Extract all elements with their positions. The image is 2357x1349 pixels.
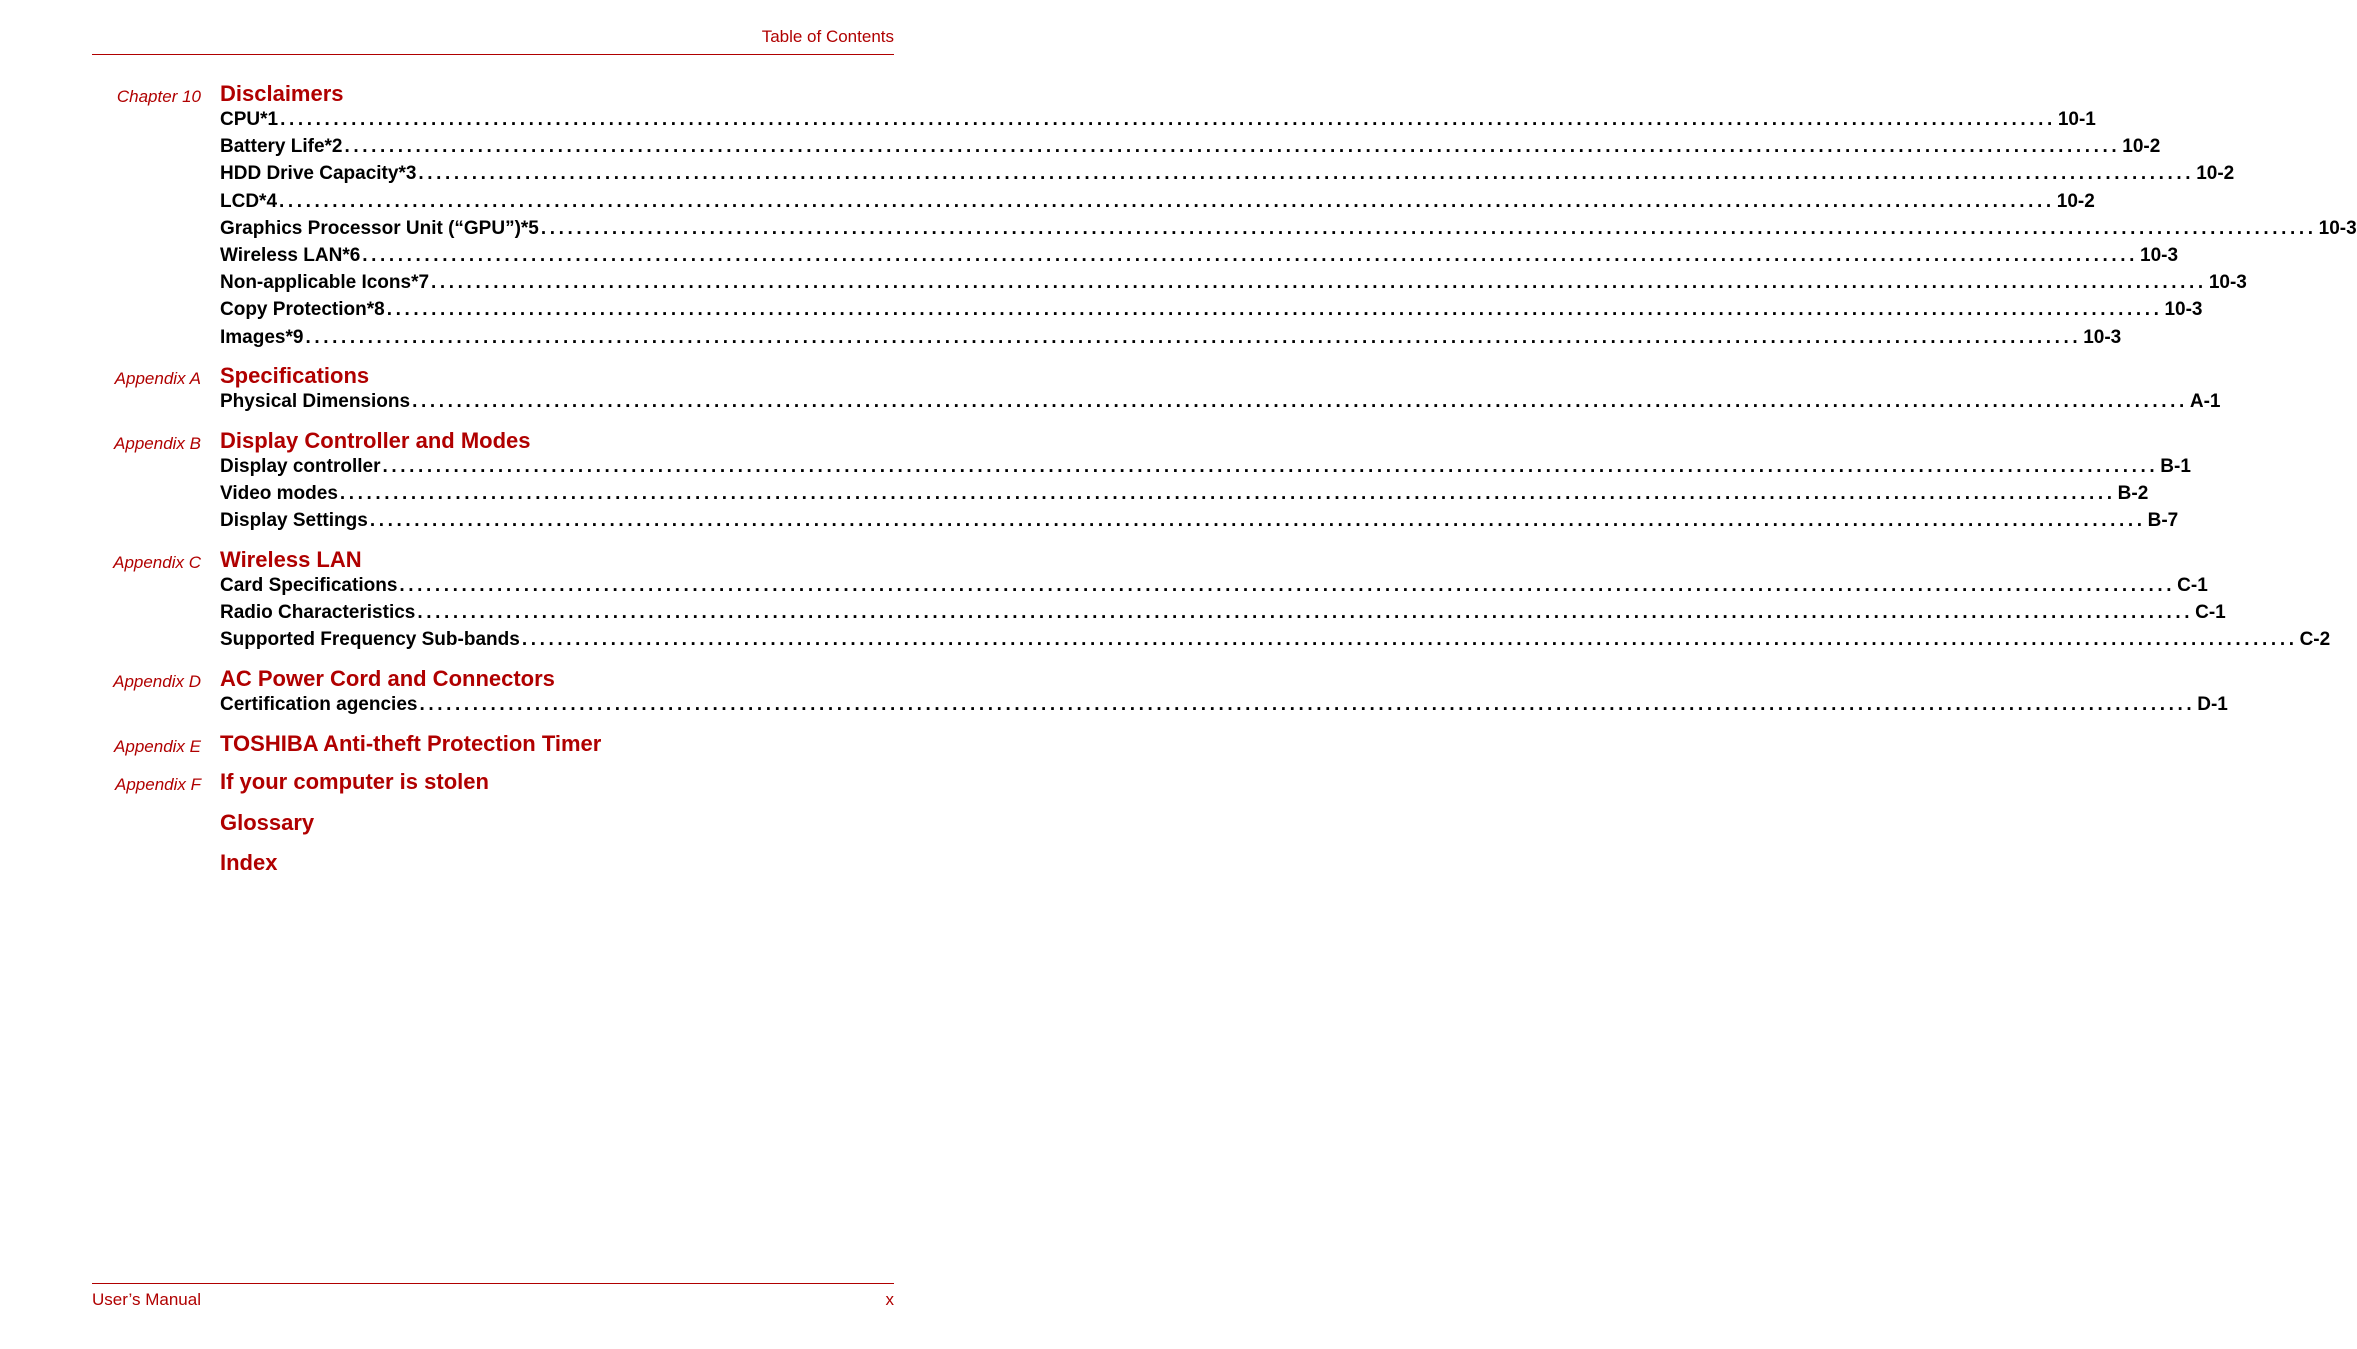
- leader-dots: ........................................................................................................................................................................................................: [417, 602, 2194, 624]
- section-heading-link[interactable]: Glossary: [220, 810, 315, 835]
- leader-dots: ........................................................................................................................................................................................................: [386, 299, 2163, 321]
- entry-page: 10-3: [2318, 217, 2357, 239]
- toc-entry[interactable]: [220, 109, 2096, 136]
- entry-title: Certification agencies: [220, 694, 418, 715]
- leader-dots: ........................................................................................................................................................................................................: [419, 694, 2196, 715]
- section-heading-link[interactable]: Wireless LAN: [220, 547, 362, 572]
- footer-manual-title: User’s Manual: [92, 1290, 201, 1309]
- toc-entry[interactable]: [220, 575, 2208, 602]
- leader-dots: ........................................................................................................................................................................................................: [280, 109, 2056, 130]
- toc-entry[interactable]: [220, 326, 2122, 354]
- entry-page: B-7: [2147, 510, 2179, 532]
- entry-page: 10-3: [2208, 272, 2247, 294]
- toc-entry[interactable]: [220, 217, 2357, 245]
- leader-dots: ........................................................................................................................................................................................................: [540, 217, 2317, 239]
- toc-entry[interactable]: [220, 629, 2331, 656]
- footer-rule: [92, 1283, 894, 1284]
- toc-entry[interactable]: [220, 163, 2235, 190]
- section-heading-link[interactable]: Display Controller and Modes: [220, 428, 531, 453]
- toc-entry[interactable]: [220, 136, 2161, 163]
- leader-dots: ........................................................................................................................................................................................................: [418, 163, 2195, 185]
- entry-page: 10-3: [2164, 299, 2203, 321]
- toc-entry[interactable]: [220, 456, 2191, 483]
- toc-entry[interactable]: [220, 483, 2149, 510]
- entry-page: 10-2: [2196, 163, 2235, 185]
- section-label: Chapter 10: [116, 87, 201, 106]
- section-heading-link[interactable]: Disclaimers: [220, 81, 344, 106]
- entry-page: 10-3: [2140, 244, 2179, 266]
- section-label: Appendix E: [114, 737, 201, 756]
- section-label: Appendix C: [113, 553, 201, 572]
- entry-title: Non-applicable Icons*7: [220, 272, 430, 294]
- entry-title: Copy Protection*8: [220, 299, 385, 321]
- section-label: Appendix B: [114, 434, 201, 453]
- leader-dots: ........................................................................................................................................................................................................: [431, 272, 2207, 294]
- entry-page: B-1: [2160, 456, 2191, 477]
- entry-page: C-1: [2177, 575, 2208, 596]
- toc-entry[interactable]: [220, 299, 2203, 326]
- entry-page: C-2: [2299, 629, 2331, 651]
- entry-title: Battery Life*2: [220, 136, 343, 158]
- section-label: Appendix A: [114, 369, 201, 388]
- entry-title: Video modes: [220, 483, 338, 505]
- entry-page: 10-1: [2057, 109, 2096, 130]
- entry-page: A-1: [2189, 391, 2221, 412]
- section-label: Appendix F: [115, 775, 201, 794]
- section-heading-link[interactable]: Specifications: [220, 363, 370, 388]
- entry-title: CPU*1: [220, 109, 279, 130]
- section-label: Appendix D: [113, 672, 201, 691]
- toc-entry[interactable]: [220, 510, 2179, 537]
- entry-title: Card Specifications: [220, 575, 398, 596]
- section-heading-link[interactable]: If your computer is stolen: [220, 769, 489, 794]
- entry-title: Images*9: [220, 326, 304, 348]
- leader-dots: ........................................................................................................................................................................................................: [369, 510, 2146, 532]
- toc-entry[interactable]: [220, 190, 2095, 218]
- header-title: Table of Contents: [761, 27, 894, 46]
- entry-page: B-2: [2117, 483, 2149, 505]
- section-heading-link[interactable]: Index: [220, 850, 278, 875]
- entry-page: 10-2: [2122, 136, 2161, 158]
- section-heading-link[interactable]: TOSHIBA Anti-theft Protection Timer: [220, 731, 602, 756]
- entry-title: Radio Characteristics: [220, 602, 416, 624]
- toc-entry[interactable]: [220, 391, 2221, 418]
- entry-title: HDD Drive Capacity*3: [220, 163, 417, 185]
- toc-entry[interactable]: [220, 244, 2179, 272]
- leader-dots: ........................................................................................................................................................................................................: [521, 629, 2298, 651]
- entry-page: 10-2: [2056, 190, 2095, 212]
- toc-entry[interactable]: [220, 272, 2247, 299]
- leader-dots: ........................................................................................................................................................................................................: [344, 136, 2121, 158]
- entry-title: Supported Frequency Sub-bands: [220, 629, 520, 651]
- entry-title: Display controller: [220, 456, 381, 477]
- entry-title: Graphics Processor Unit (“GPU”)*5: [220, 217, 539, 239]
- footer-page-number: x: [885, 1290, 894, 1309]
- entry-title: LCD*4: [220, 190, 278, 212]
- entry-page: 10-3: [2083, 326, 2122, 348]
- entry-title: Wireless LAN*6: [220, 244, 361, 266]
- entry-title: Physical Dimensions: [220, 391, 411, 412]
- entry-page: C-1: [2195, 602, 2226, 624]
- toc-entry[interactable]: [220, 694, 2228, 721]
- section-heading-link[interactable]: AC Power Cord and Connectors: [220, 666, 555, 691]
- header-rule: [92, 54, 894, 55]
- leader-dots: ........................................................................................................................................................................................................: [339, 483, 2116, 505]
- leader-dots: ........................................................................................................................................................................................................: [399, 575, 2176, 596]
- toc-entry[interactable]: [220, 602, 2226, 629]
- leader-dots: ........................................................................................................................................................................................................: [382, 456, 2159, 477]
- leader-dots: ........................................................................................................................................................................................................: [279, 190, 2055, 212]
- leader-dots: ........................................................................................................................................................................................................: [305, 326, 2082, 348]
- leader-dots: ........................................................................................................................................................................................................: [362, 244, 2139, 266]
- entry-title: Display Settings: [220, 510, 368, 532]
- leader-dots: ........................................................................................................................................................................................................: [412, 391, 2188, 412]
- entry-page: D-1: [2197, 694, 2228, 715]
